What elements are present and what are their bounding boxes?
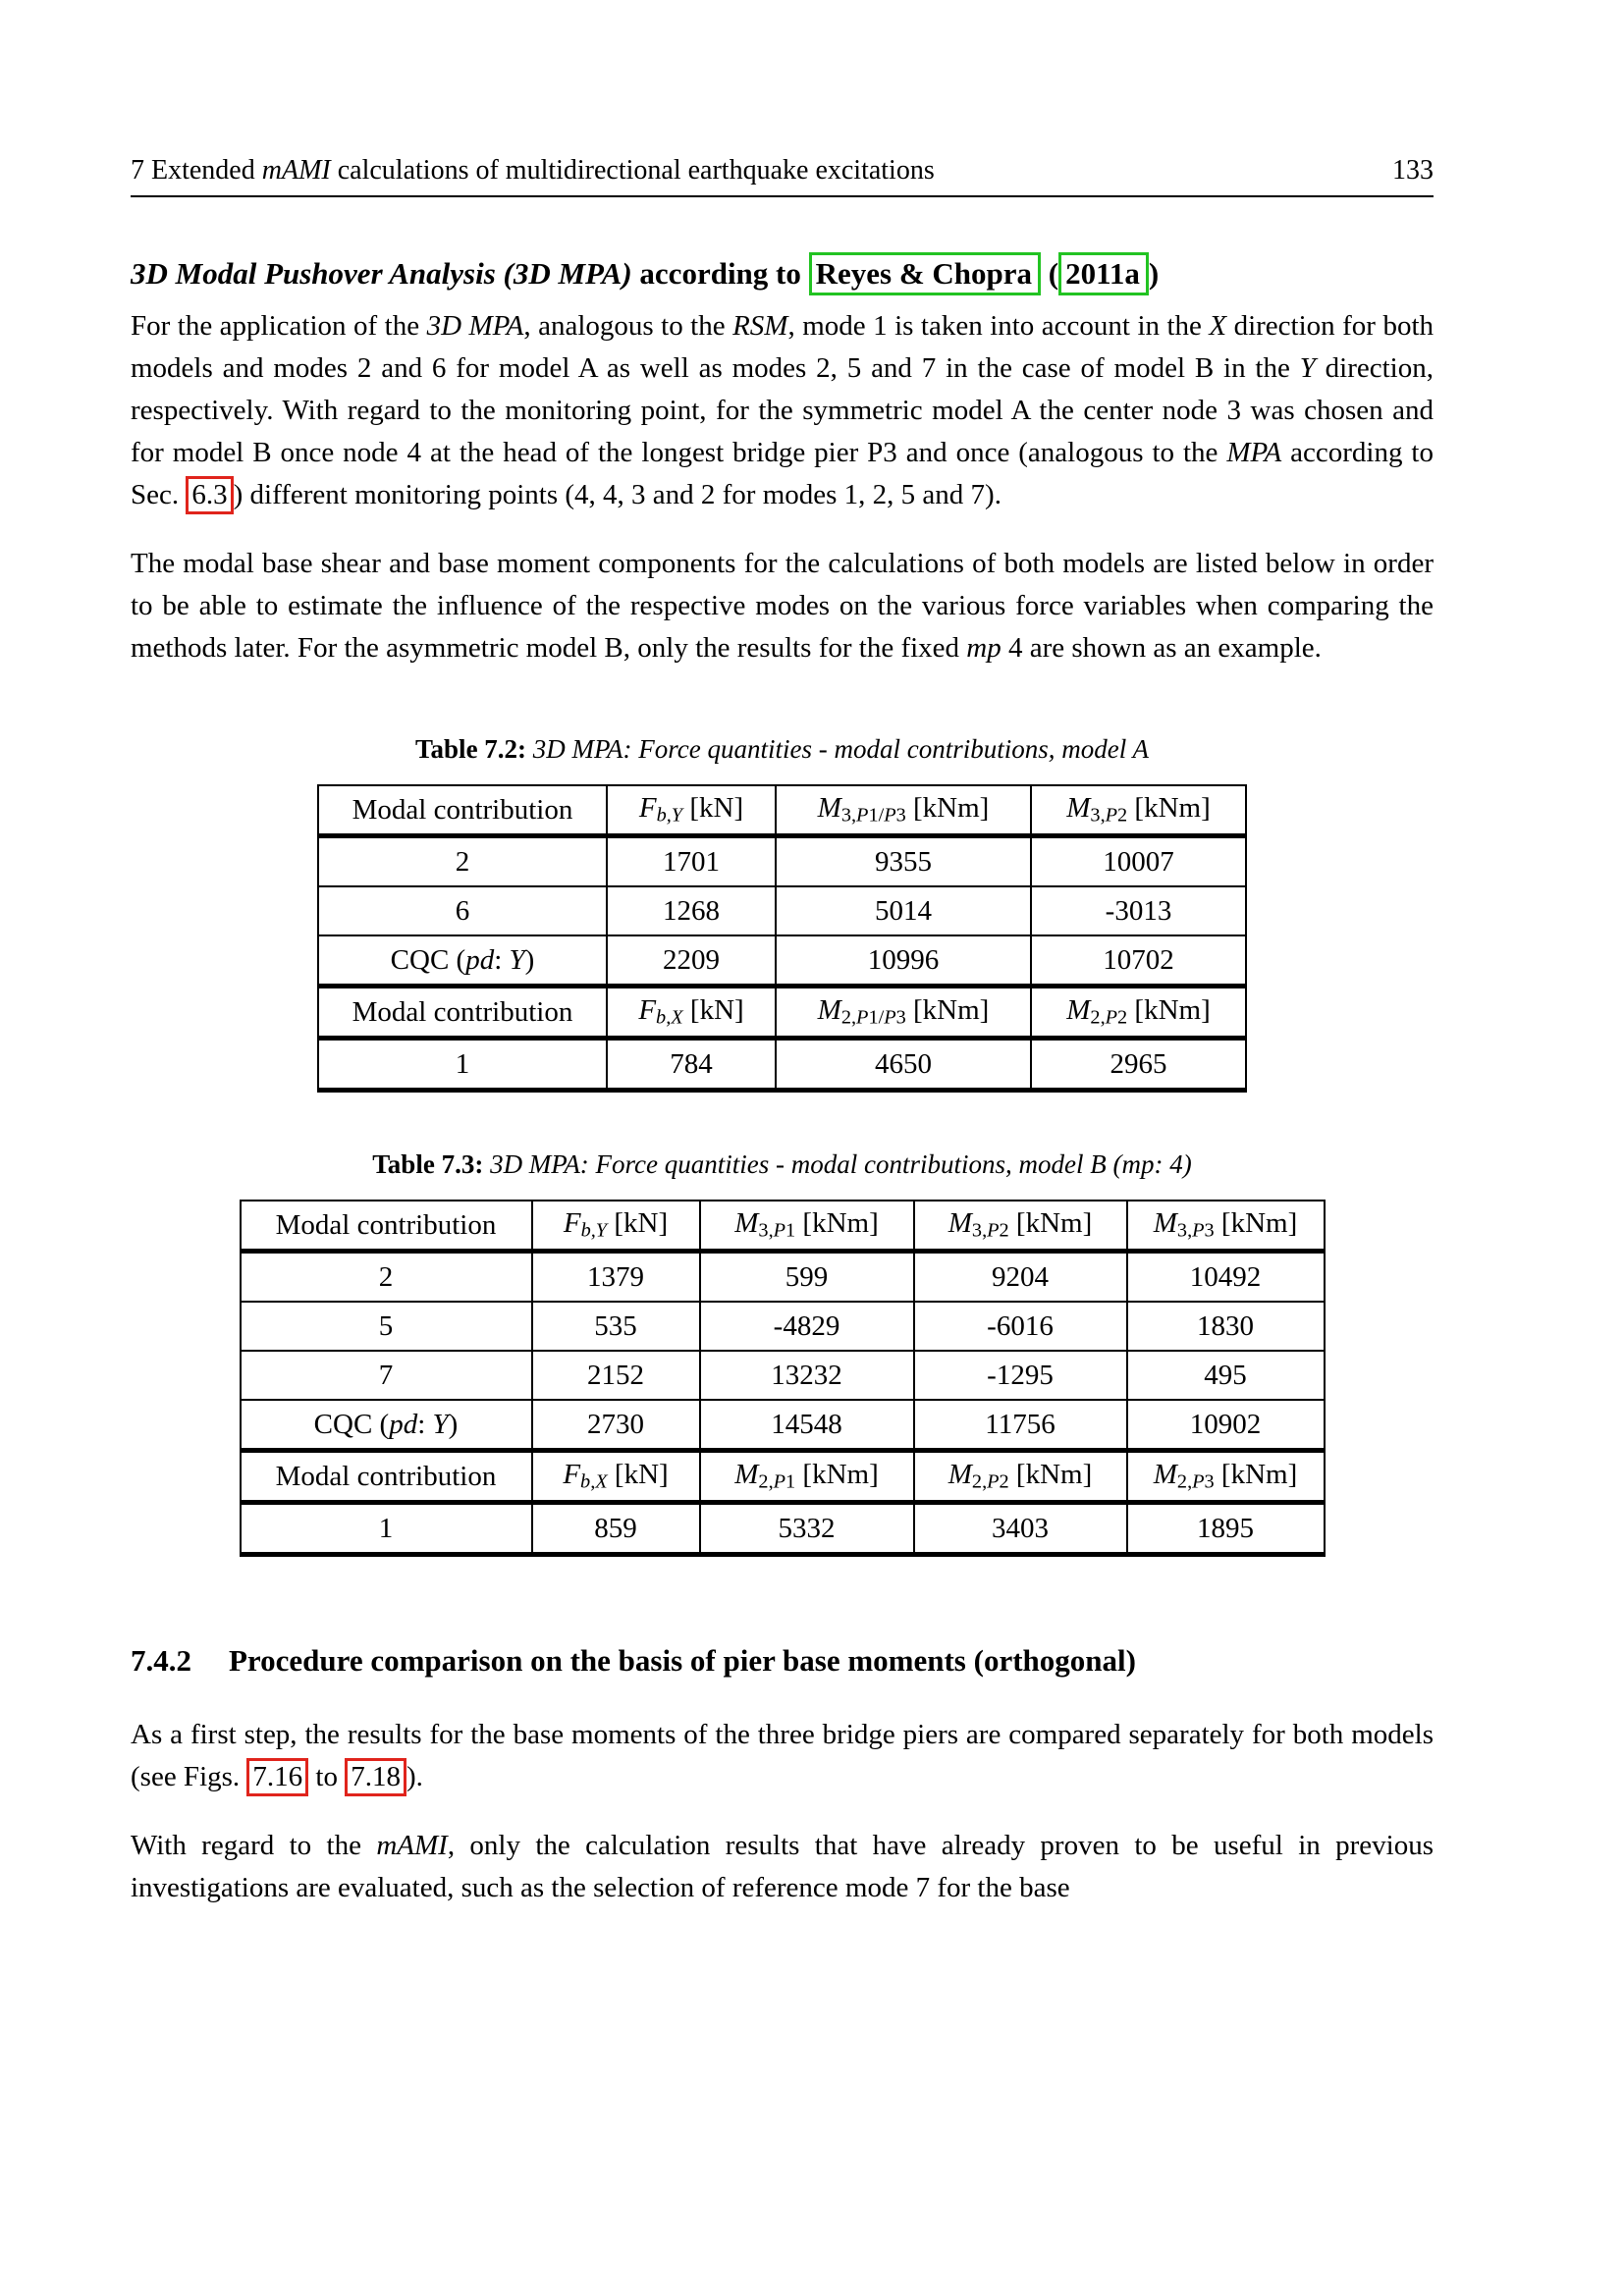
text-run: 2 bbox=[1117, 804, 1128, 827]
text-run: M bbox=[734, 1207, 759, 1240]
table-header-cell: Fb,X [kN] bbox=[532, 1451, 700, 1503]
text-run: Y bbox=[509, 943, 525, 976]
text-run: F bbox=[638, 792, 657, 825]
table-row bbox=[241, 1451, 1325, 1503]
table-header-cell: M2,P1 [kNm] bbox=[700, 1451, 914, 1503]
table-header-cell: M2,P2 [kNm] bbox=[1031, 987, 1246, 1039]
text-run: ) bbox=[1148, 256, 1160, 291]
text-run: P bbox=[856, 1006, 869, 1029]
table-cell: 11756 bbox=[914, 1400, 1127, 1451]
table-row bbox=[318, 785, 1246, 836]
text-run: P bbox=[987, 1470, 1000, 1493]
table-7-3-caption bbox=[131, 1149, 1434, 1180]
text-run: ( bbox=[1041, 256, 1059, 291]
text-run: M bbox=[817, 792, 841, 825]
table-cell: 5014 bbox=[776, 886, 1031, 935]
text-run: 3, bbox=[1176, 1219, 1193, 1242]
text-run: M bbox=[817, 994, 841, 1027]
text-run: F bbox=[638, 994, 657, 1027]
table-row bbox=[241, 1351, 1325, 1400]
text-run: P bbox=[856, 804, 869, 827]
table-cell: 9355 bbox=[776, 836, 1031, 887]
text-run: mAMI bbox=[376, 1830, 448, 1861]
table-cell: 1 bbox=[318, 1039, 607, 1091]
text-run: 2, bbox=[1176, 1470, 1193, 1493]
text-run: Table 7.2: bbox=[415, 734, 533, 764]
text-run: 3 bbox=[895, 1006, 906, 1029]
table-row bbox=[318, 935, 1246, 987]
table-cell: 10492 bbox=[1127, 1252, 1325, 1303]
paragraph-mami: With regard to the mAMI, only the calculation results that have already proven to be useful in previous investigations are evaluated, such as the selection of reference mode 7 for the base bbox=[131, 1830, 1435, 1903]
text-run: pd bbox=[465, 943, 495, 976]
text-run: M bbox=[947, 1459, 972, 1491]
text-run: 2, bbox=[840, 1006, 857, 1029]
text-run: P bbox=[773, 1470, 786, 1493]
text-run: Y bbox=[1299, 352, 1316, 384]
text-run: 3D MPA: Force quantities - modal contributions, model B (mp: 4) bbox=[490, 1149, 1192, 1179]
text-run: M bbox=[1153, 1207, 1177, 1240]
table-cell: -3013 bbox=[1031, 886, 1246, 935]
text-run: 3 bbox=[1204, 1470, 1215, 1493]
table-header-cell: Modal contribution bbox=[241, 1451, 532, 1503]
text-run: 2, bbox=[758, 1470, 774, 1493]
table-cell: 10902 bbox=[1127, 1400, 1325, 1451]
table-cell: -1295 bbox=[914, 1351, 1127, 1400]
text-run: F bbox=[563, 1459, 581, 1491]
table-cell: 1895 bbox=[1127, 1503, 1325, 1555]
table-header-cell: Modal contribution bbox=[241, 1201, 532, 1252]
text-run: 2 bbox=[999, 1470, 1009, 1493]
text-run: b,X bbox=[580, 1470, 608, 1493]
text-run: P bbox=[884, 1006, 896, 1029]
text-run: P bbox=[987, 1219, 1000, 1242]
table-row bbox=[318, 886, 1246, 935]
text-run: 3D MPA: Force quantities - modal contributions, model A bbox=[532, 734, 1149, 764]
table-cell: 9204 bbox=[914, 1252, 1127, 1303]
table-header-cell: M2,P2 [kNm] bbox=[914, 1451, 1127, 1503]
text-run: P bbox=[1105, 804, 1118, 827]
table-header-cell: Modal contribution bbox=[318, 987, 607, 1039]
text-run: Y bbox=[432, 1408, 449, 1440]
text-run: 1/ bbox=[868, 804, 885, 827]
section-number: 7.4.2 bbox=[131, 1643, 191, 1678]
running-header bbox=[131, 155, 1434, 197]
text-run: 2 bbox=[1117, 1006, 1128, 1029]
text-run: mp bbox=[966, 632, 1001, 664]
text-run: 3D MPA bbox=[426, 310, 524, 342]
table-7-2 bbox=[317, 784, 1247, 1093]
text-run: 2, bbox=[1090, 1006, 1106, 1029]
table-cell: CQC (pd: Y) bbox=[241, 1400, 532, 1451]
text-run: 2 bbox=[999, 1219, 1009, 1242]
table-cell: 2 bbox=[318, 836, 607, 887]
table-cell: 6 bbox=[318, 886, 607, 935]
table-header-cell: M3,P2 [kNm] bbox=[1031, 785, 1246, 836]
table-row bbox=[318, 987, 1246, 1039]
text-run: M bbox=[1153, 1459, 1177, 1491]
table-cell: 10996 bbox=[776, 935, 1031, 987]
table-header-cell: Fb,Y [kN] bbox=[607, 785, 776, 836]
text-run: M bbox=[947, 1207, 972, 1240]
text-run: M bbox=[1066, 792, 1091, 825]
table-header-cell: M3,P1/P3 [kNm] bbox=[776, 785, 1031, 836]
table-row bbox=[241, 1400, 1325, 1451]
text-run: RSM bbox=[732, 310, 788, 342]
text-run: b,Y bbox=[580, 1219, 608, 1242]
text-run: 3 bbox=[895, 804, 906, 827]
paragraph-modal-base-shear: The modal base shear and base moment components for the calculations of both models are listed below in order to be able to estimate the influence of the respective modes on the various force variables when comparing the methods later. For the asymmetric model B, only the results for the fixed mp 4 are shown as an example. bbox=[131, 548, 1434, 664]
table-cell: 2965 bbox=[1031, 1039, 1246, 1091]
text-run: 3, bbox=[840, 804, 857, 827]
table-cell: -6016 bbox=[914, 1302, 1127, 1351]
paragraph-first-step: As a first step, the results for the base moments of the three bridge piers are compared separately for both models (see Figs. 7.16 to 7.18 ). bbox=[131, 1714, 1434, 1798]
table-cell: 13232 bbox=[700, 1351, 914, 1400]
table-cell: 1701 bbox=[607, 836, 776, 887]
text-run: b,Y bbox=[656, 804, 683, 827]
text-run: F bbox=[563, 1207, 581, 1240]
citation-reyes-chopra[interactable]: Reyes & Chopra bbox=[809, 252, 1041, 295]
table-row bbox=[241, 1201, 1325, 1252]
text-run: Table 7.3: bbox=[372, 1149, 491, 1179]
section-title: Procedure comparison on the basis of pier base moments (orthogonal) bbox=[229, 1643, 1136, 1678]
text-run: pd bbox=[389, 1408, 418, 1440]
page-number: 133 bbox=[1392, 155, 1434, 186]
table-row bbox=[318, 836, 1246, 887]
text-run: P bbox=[1105, 1006, 1118, 1029]
text-run: 3, bbox=[971, 1219, 988, 1242]
table-cell: 1268 bbox=[607, 886, 776, 935]
paragraph-application: For the application of the 3D MPA, analogous to the RSM, mode 1 is taken into account in the X direction for both models and modes 2 and 6 for model A as well as modes 2, 5 and 7 in the case of model B in the Y direction, respectively. With regard to the monitoring point, for the symmetric model A the center node 3 was chosen and for model B once node 4 at the head of the longest bridge pier P3 and once (analogous to the MPA according to Sec. 6.3 ) different monitoring points (4, 4, 3 and 2 for modes 1, 2, 5 and 7). bbox=[131, 305, 1434, 516]
text-run: 3, bbox=[1090, 804, 1106, 827]
text-run: P bbox=[884, 804, 896, 827]
text-run: MPA bbox=[1226, 437, 1282, 468]
subsection-heading bbox=[131, 254, 1434, 294]
text-run: 1 bbox=[785, 1219, 796, 1242]
table-cell: 14548 bbox=[700, 1400, 914, 1451]
text-run: 3 bbox=[1204, 1219, 1215, 1242]
table-header-cell: Modal contribution bbox=[318, 785, 607, 836]
text-run: 3D Modal Pushover Analysis (3D MPA) bbox=[131, 256, 632, 291]
table-cell: 2152 bbox=[532, 1351, 700, 1400]
text-run: M bbox=[1066, 994, 1091, 1027]
table-7-2-caption bbox=[131, 734, 1434, 765]
running-header-title: 7 Extended mAMI calculations of multidirectional earthquake excitations bbox=[131, 155, 935, 186]
text-run: M bbox=[734, 1459, 759, 1491]
table-cell: 3403 bbox=[914, 1503, 1127, 1555]
table-header-cell: M2,P3 [kNm] bbox=[1127, 1451, 1325, 1503]
table-cell: 2730 bbox=[532, 1400, 700, 1451]
table-header-cell: M3,P2 [kNm] bbox=[914, 1201, 1127, 1252]
table-cell: 10702 bbox=[1031, 935, 1246, 987]
table-row bbox=[318, 1039, 1246, 1091]
table-cell: 1379 bbox=[532, 1252, 700, 1303]
text-run: mAMI bbox=[261, 155, 331, 186]
text-run: 1 bbox=[785, 1470, 796, 1493]
table-cell: CQC (pd: Y) bbox=[318, 935, 607, 987]
table-cell: 5332 bbox=[700, 1503, 914, 1555]
table-cell: 784 bbox=[607, 1039, 776, 1091]
table-cell: 2209 bbox=[607, 935, 776, 987]
text-run: P bbox=[1192, 1470, 1205, 1493]
table-cell: 5 bbox=[241, 1302, 532, 1351]
table-cell: 495 bbox=[1127, 1351, 1325, 1400]
text-run: 3, bbox=[758, 1219, 774, 1242]
table-cell: 7 bbox=[241, 1351, 532, 1400]
text-run: 2, bbox=[971, 1470, 988, 1493]
table-cell: 599 bbox=[700, 1252, 914, 1303]
text-run: P bbox=[773, 1219, 786, 1242]
table-row bbox=[241, 1252, 1325, 1303]
text-run: according to bbox=[631, 256, 809, 291]
text-run: 1/ bbox=[868, 1006, 885, 1029]
table-cell: 535 bbox=[532, 1302, 700, 1351]
table-cell: 1830 bbox=[1127, 1302, 1325, 1351]
table-cell: 859 bbox=[532, 1503, 700, 1555]
section-heading bbox=[131, 1641, 1434, 1681]
section-ref-6-3[interactable]: 6.3 bbox=[186, 476, 233, 514]
table-cell: 1 bbox=[241, 1503, 532, 1555]
table-cell: 2 bbox=[241, 1252, 532, 1303]
table-header-cell: Fb,X [kN] bbox=[607, 987, 776, 1039]
figure-ref-7-18[interactable]: 7.18 bbox=[345, 1758, 406, 1796]
table-header-cell: M3,P1 [kNm] bbox=[700, 1201, 914, 1252]
table-cell: 10007 bbox=[1031, 836, 1246, 887]
text-run: b,X bbox=[656, 1006, 683, 1029]
table-row bbox=[241, 1302, 1325, 1351]
table-cell: 4650 bbox=[776, 1039, 1031, 1091]
table-header-cell: M2,P1/P3 [kNm] bbox=[776, 987, 1031, 1039]
table-header-cell: Fb,Y [kN] bbox=[532, 1201, 700, 1252]
figure-ref-7-16[interactable]: 7.16 bbox=[246, 1758, 308, 1796]
table-cell: -4829 bbox=[700, 1302, 914, 1351]
table-header-cell: M3,P3 [kNm] bbox=[1127, 1201, 1325, 1252]
table-row bbox=[241, 1503, 1325, 1555]
text-run: X bbox=[1209, 310, 1227, 342]
table-7-3 bbox=[240, 1200, 1326, 1557]
text-run: P bbox=[1192, 1219, 1205, 1242]
citation-year-2011a[interactable]: 2011a bbox=[1058, 252, 1149, 295]
